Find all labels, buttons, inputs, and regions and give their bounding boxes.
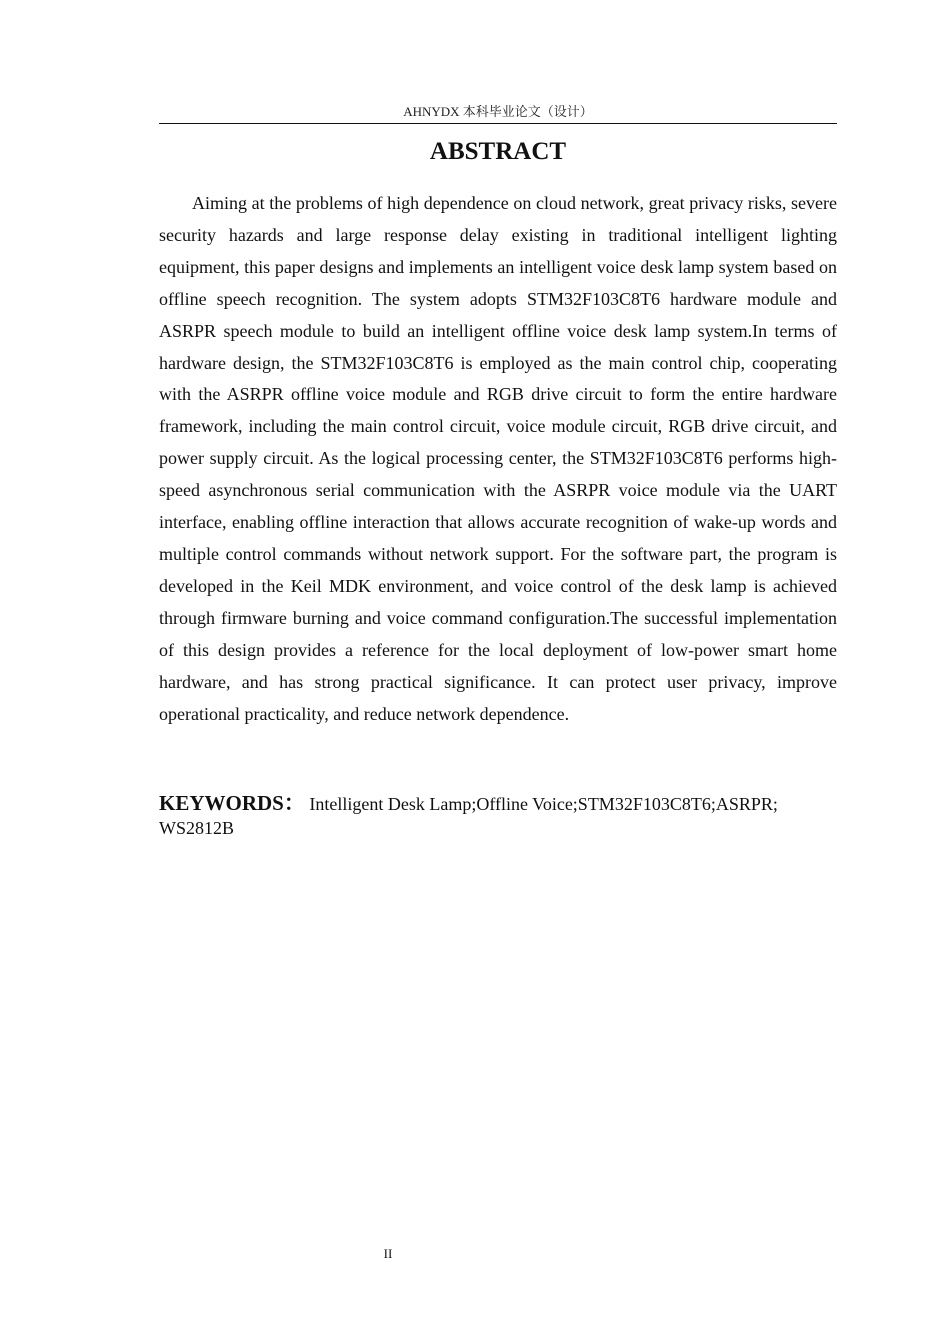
running-header: AHNYDX 本科毕业论文（设计） bbox=[403, 104, 593, 119]
header-rule bbox=[159, 123, 837, 124]
abstract-title: ABSTRACT bbox=[429, 138, 567, 165]
keywords-label: KEYWORDS： bbox=[159, 791, 305, 815]
abstract-body: Aiming at the problems of high dependence on cloud network, great privacy risks, severe security hazards and large response delay existing in traditional intelligent lighting equipment, this paper designs and implements an intelligent voice desk lamp system based on offline speech recognition. The system adopts STM32F103C8T6 hardware module and ASRPR speech module to build an intelligent offline voice desk lamp system.In terms of hardware design, the STM32F103C8T6 is employed as the main control chip, cooperating with the ASRPR offline voice module and RGB drive circuit to form the entire hardware framework, including the main control circuit, voice module circuit, RGB drive circuit, and power supply circuit. As the logical processing center, the STM32F103C8T6 performs high-speed asynchronous serial communication with the ASRPR voice module via the UART interface, enabling offline interaction that allows accurate recognition of wake-up words and multiple control commands without network support. For the software part, the program is developed in the Keil MDK environment, and voice control of the desk lamp is achieved through firmware burning and voice command configuration.The successful implementation of this design provides a reference for the local deployment of low-power smart home hardware, and has strong practical significance. It can protect user privacy, improve operational practicality, and reduce network dependence. bbox=[159, 193, 837, 724]
keywords-text: Intelligent Desk Lamp;Offline Voice;STM32F103C8T6;ASRPR; WS2812B bbox=[159, 794, 778, 838]
page-number: II bbox=[383, 1246, 393, 1261]
keywords-line bbox=[159, 791, 837, 840]
